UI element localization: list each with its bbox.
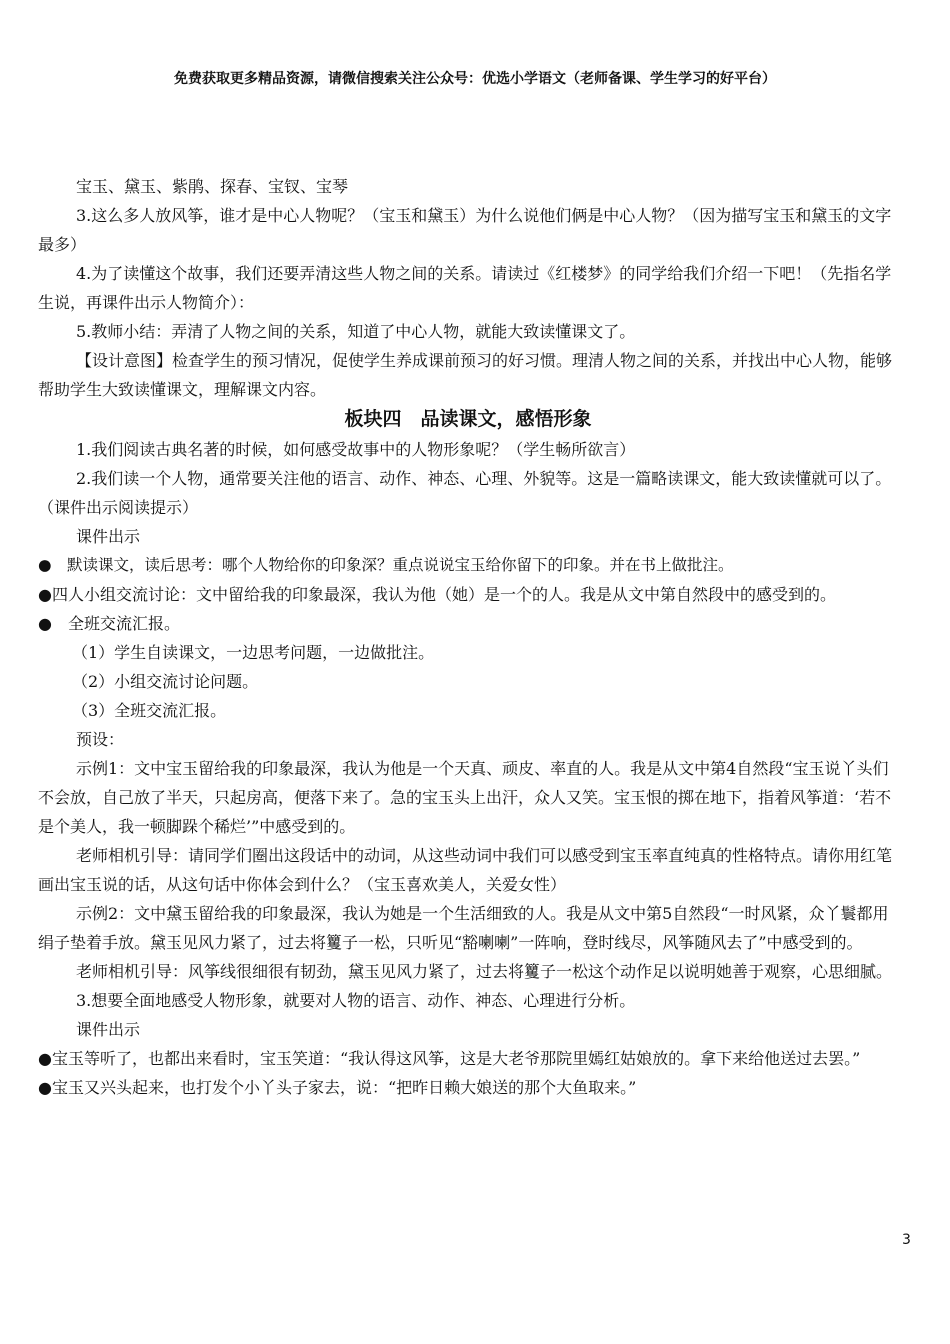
paragraph-s3: 3.想要全面地感受人物形象，就要对人物的语言、动作、神态、心理进行分析。	[76, 991, 636, 1010]
bullet-item-1: ● 默读课文，读后思考：哪个人物给你的印象深？重点说说宝玉给你留下的印象。并在书上做批注。	[38, 556, 734, 574]
step-3: （3）全班交流汇报。	[72, 701, 227, 720]
preset-label: 预设：	[76, 730, 125, 749]
courseware-label: 课件出示	[76, 527, 141, 546]
quote-bullet-2: ●宝玉又兴头起来，也打发个小丫头子家去，说：“把昨日赖大娘送的那个大鱼取来。”	[38, 1078, 637, 1097]
bullet-item-2: ●四人小组交流讨论：文中留给我的印象最深，我认为他（她）是一个的人。我是从文中第自然段中的感受到的。	[38, 585, 836, 604]
teacher-guide-2: 老师相机引导：风筝线很细很有韧劲，黛玉见风力紧了，过去将籰子一松这个动作足以说明她善于观察，心思细腻。	[76, 962, 893, 981]
page-number: 3	[902, 1232, 911, 1248]
example-2: 示例2：文中黛玉留给我的印象最深，我认为她是一个生活细致的人。我是从文中第5自然段“一时风紧，众丫鬟都用绢子垫着手放。黛玉见风力紧了，过去将籰子一松，只听见“豁喇喇”一阵响，登时线尽，风筝随风去了”中感受到的。	[38, 904, 889, 952]
quote-bullet-1: ●宝玉等听了，也都出来看时，宝玉笑道：“我认得这风筝，这是大老爷那院里嫣红姑娘放的。拿下来给他送过去罢。”	[38, 1049, 861, 1068]
design-intent: 【设计意图】检查学生的预习情况，促使学生养成课前预习的好习惯。理清人物之间的关系，并找出中心人物，能够帮助学生大致读懂课文，理解课文内容。	[38, 351, 893, 399]
page-header-notice: 免费获取更多精品资源，请微信搜索关注公众号：优选小学语文（老师备课、学生学习的好平台）	[174, 71, 776, 87]
paragraph-3: 3.这么多人放风筝，谁才是中心人物呢？（宝玉和黛玉）为什么说他们俩是中心人物？（因为描写宝玉和黛玉的文字最多）	[38, 206, 892, 254]
example-1: 示例1：文中宝玉留给我的印象最深，我认为他是一个天真、顽皮、率直的人。我是从文中第4自然段“宝玉说丫头们不会放，自己放了半天，只起房高，便落下来了。急的宝玉头上出汗，众人又笑。宝玉恨的掷在地下，指着风筝道：‘若不是个美人，我一顿脚跺个稀烂’”中感受到的。	[38, 759, 892, 836]
paragraph-5: 5.教师小结：弄清了人物之间的关系，知道了中心人物，就能大致读懂课文了。	[76, 322, 636, 341]
courseware-label-2: 课件出示	[76, 1020, 141, 1039]
paragraph-s1: 1.我们阅读古典名著的时候，如何感受故事中的人物形象呢？（学生畅所欲言）	[76, 440, 636, 459]
section-heading: 板块四 品读课文，感悟形象	[344, 408, 592, 430]
paragraph-s2: 2.我们读一个人物，通常要关注他的语言、动作、神态、心理、外貌等。这是一篇略读课文，能大致读懂就可以了。（课件出示阅读提示）	[38, 469, 892, 517]
teacher-guide-1: 老师相机引导：请同学们圈出这段话中的动词，从这些动词中我们可以感受到宝玉率直纯真的性格特点。请你用红笔画出宝玉说的话，从这句话中你体会到什么？（宝玉喜欢美人，关爱女性）	[38, 846, 893, 894]
paragraph-4: 4.为了读懂这个故事，我们还要弄清这些人物之间的关系。请读过《红楼梦》的同学给我们介绍一下吧！（先指名学生说，再课件出示人物简介）：	[38, 264, 892, 312]
bullet-item-3: ● 全班交流汇报。	[38, 614, 180, 633]
document-body	[38, 172, 898, 1102]
step-1: （1）学生自读课文，一边思考问题，一边做批注。	[72, 643, 435, 662]
step-2: （2）小组交流讨论问题。	[72, 672, 259, 691]
character-list: 宝玉、黛玉、紫鹃、探春、宝钗、宝琴	[76, 177, 349, 196]
